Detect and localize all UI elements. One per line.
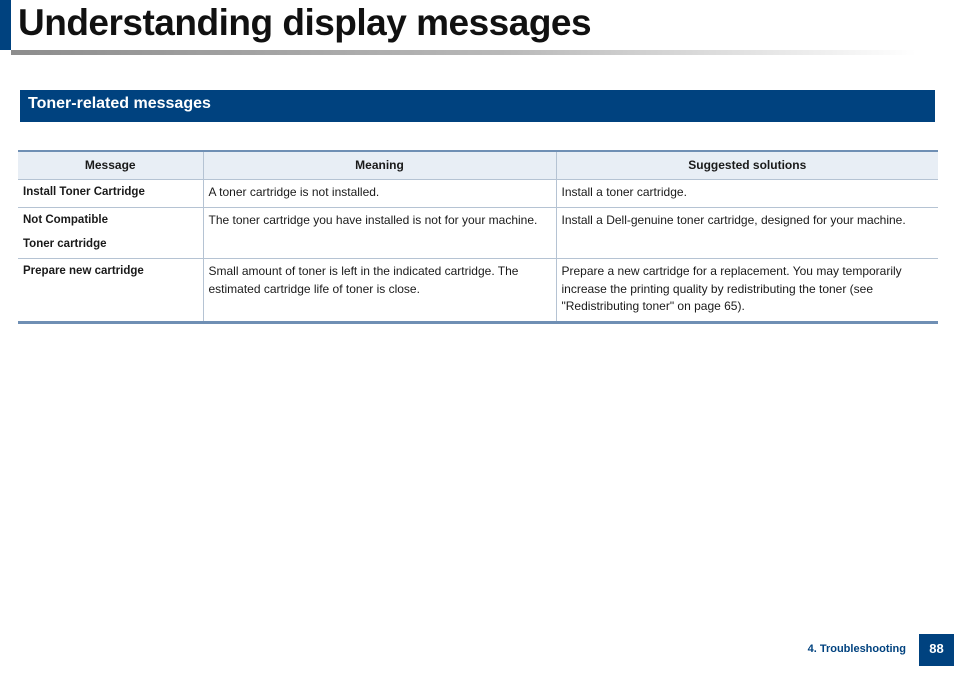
message-text: Install Toner Cartridge: [23, 186, 145, 198]
title-underline: [11, 50, 916, 55]
column-header-message: Message: [18, 151, 203, 180]
solution-cell: Install a Dell-genuine toner cartridge, designed for your machine.: [556, 208, 938, 259]
message-cell: [18, 208, 203, 259]
table-row: [18, 208, 938, 259]
section-header: [20, 90, 935, 122]
table-row: [18, 259, 938, 323]
message-cell: [18, 180, 203, 208]
meaning-cell: A toner cartridge is not installed.: [203, 180, 556, 208]
solution-cell: Prepare a new cartridge for a replacement. You may temporarily increase the printing quality by redistributing the toner (see "Redistributing toner" on page 65).: [556, 259, 938, 323]
message-text: Toner cartridge: [23, 237, 107, 250]
table-header-row: [18, 151, 938, 180]
table-row: [18, 180, 938, 208]
meaning-cell: Small amount of toner is left in the indicated cartridge. The estimated cartridge life of toner is close.: [203, 259, 556, 323]
message-text: Not Compatible: [23, 214, 108, 226]
footer-chapter-label: 4. Troubleshooting: [807, 643, 906, 655]
page-title: Understanding display messages: [18, 2, 592, 43]
solution-cell: Install a toner cartridge.: [556, 180, 938, 208]
message-text: Prepare new cartridge: [23, 265, 144, 277]
column-header-solutions: Suggested solutions: [556, 151, 938, 180]
section-title: Toner-related messages: [28, 95, 211, 112]
meaning-cell: The toner cartridge you have installed is not for your machine.: [203, 208, 556, 259]
column-header-meaning: Meaning: [203, 151, 556, 180]
title-accent-bar: [0, 0, 11, 50]
page-number-badge: 88: [919, 634, 954, 666]
message-cell: [18, 259, 203, 323]
toner-messages-table: [18, 150, 938, 324]
